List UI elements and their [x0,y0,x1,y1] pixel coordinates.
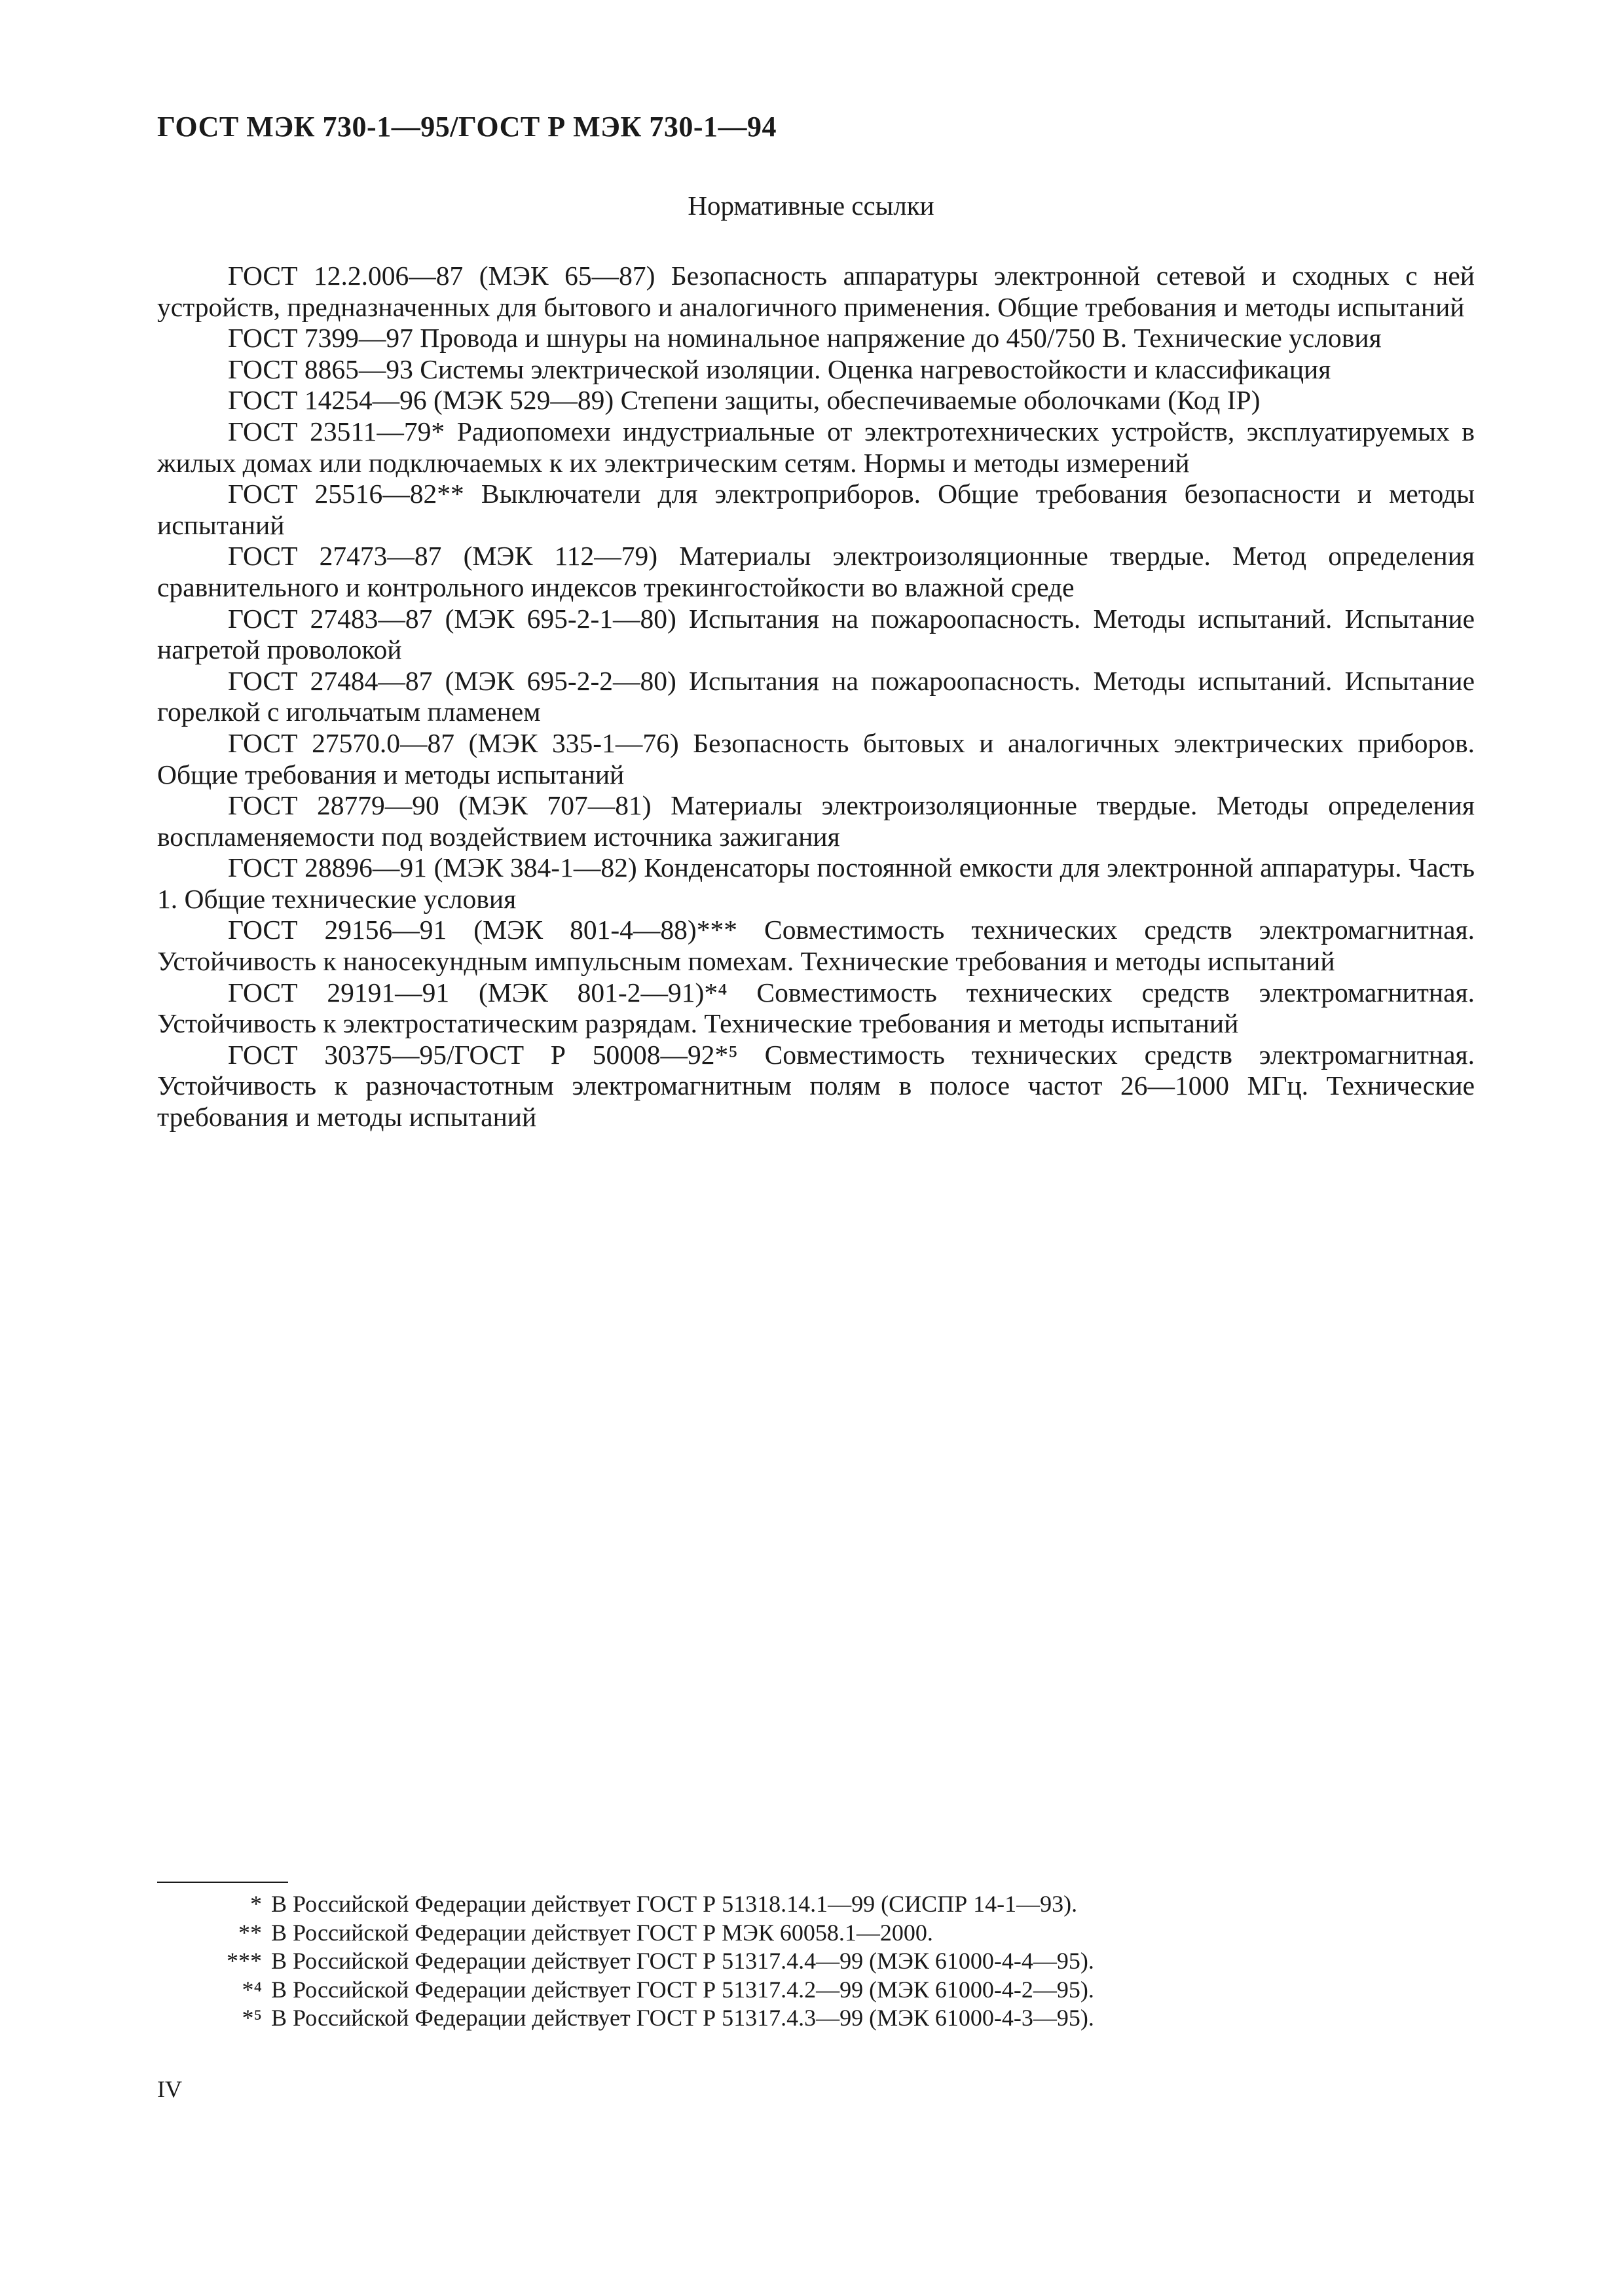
reference-item: ГОСТ 29156—91 (МЭК 801-4—88)*** Совместимость технических средств электромагнитная. Устойчивость к наносекундным импульсным помехам. Технические требования и методы испытаний [157,915,1475,977]
footnote-item [157,1947,1094,1976]
footnote-mark: * [250,1891,262,1917]
page-number: IV [157,2076,182,2102]
normative-references-list [157,261,1475,1133]
reference-item: ГОСТ 14254—96 (МЭК 529—89) Степени защиты, обеспечиваемые оболочками (Код IP) [228,385,1261,416]
footnote-item [157,1890,1094,1919]
reference-item: ГОСТ 25516—82** Выключатели для электроприборов. Общие требования безопасности и методы испытаний [157,479,1475,540]
reference-item: ГОСТ 27570.0—87 (МЭК 335-1—76) Безопасность бытовых и аналогичных электрических приборов. Общие требования и методы испытаний [157,727,1475,790]
reference-item: ГОСТ 27484—87 (МЭК 695-2-2—80) Испытания на пожароопасность. Методы испытаний. Испытание горелкой с игольчатым пламенем [157,665,1475,727]
footnote-mark: *⁴ [242,1976,262,2003]
footnote-mark: *⁵ [242,2005,262,2031]
footnote-item [157,1976,1094,2005]
reference-item: ГОСТ 29191—91 (МЭК 801-2—91)*⁴ Совместимость технических средств электромагнитная. Устойчивость к электростатическим разрядам. Технические требования и методы испытаний [157,977,1475,1039]
footnotes-list [157,1890,1094,2033]
reference-item: ГОСТ 7399—97 Провода и шнуры на номинальное напряжение до 450/750 В. Технические условия [228,323,1382,354]
footnote-text: В Российской Федерации действует ГОСТ Р 51318.14.1—99 (СИСПР 14-1—93). [271,1891,1078,1917]
reference-item: ГОСТ 30375—95/ГОСТ Р 50008—92*⁵ Совместимость технических средств электромагнитная. Устойчивость к разночастотным электромагнитным полям в полосе частот 26—1000 МГц. Технические требования и методы испытаний [157,1039,1475,1133]
footnote-text: В Российской Федерации действует ГОСТ Р 51317.4.3—99 (МЭК 61000-4-3—95). [271,2005,1094,2031]
footnote-text: В Российской Федерации действует ГОСТ Р 51317.4.4—99 (МЭК 61000-4-4—95). [271,1948,1094,1974]
footnote-text: В Российской Федерации действует ГОСТ Р МЭК 60058.1—2000. [271,1919,933,1946]
footnote-item [157,1919,1094,1948]
footnote-item [157,2004,1094,2033]
reference-item: ГОСТ 8865—93 Системы электрической изоляции. Оценка нагревостойкости и классификация [228,354,1331,384]
footnote-mark: *** [227,1948,262,1974]
reference-item: ГОСТ 28896—91 (МЭК 384-1—82) Конденсаторы постоянной емкости для электронной аппаратуры. Часть 1. Общие технические условия [157,852,1475,914]
reference-item: ГОСТ 23511—79* Радиопомехи индустриальные от электротехнических устройств, эксплуатируемых в жилых домах или подключаемых к их электрическим сетям. Нормы и методы измерений [157,416,1475,478]
reference-item: ГОСТ 12.2.006—87 (МЭК 65—87) Безопасность аппаратуры электронной сетевой и сходных с ней устройств, предназначенных для бытового и аналогичного применения. Общие требования и методы испытаний [157,261,1475,322]
section-title: Нормативные ссылки [688,191,934,221]
reference-item: ГОСТ 27483—87 (МЭК 695-2-1—80) Испытания на пожароопасность. Методы испытаний. Испытание нагретой проволокой [157,603,1475,665]
footnote-separator [157,1882,288,1883]
footnote-text: В Российской Федерации действует ГОСТ Р 51317.4.2—99 (МЭК 61000-4-2—95). [271,1976,1094,2003]
reference-item: ГОСТ 28779—90 (МЭК 707—81) Материалы электроизоляционные твердые. Методы определения воспламеняемости под воздействием источника зажигания [157,790,1475,852]
footnote-mark: ** [238,1919,262,1946]
reference-item: ГОСТ 27473—87 (МЭК 112—79) Материалы электроизоляционные твердые. Метод определения сравнительного и контрольного индексов трекингостойкости во влажной среде [157,541,1475,602]
page-header-title: ГОСТ МЭК 730-1—95/ГОСТ Р МЭК 730-1—94 [157,111,777,143]
